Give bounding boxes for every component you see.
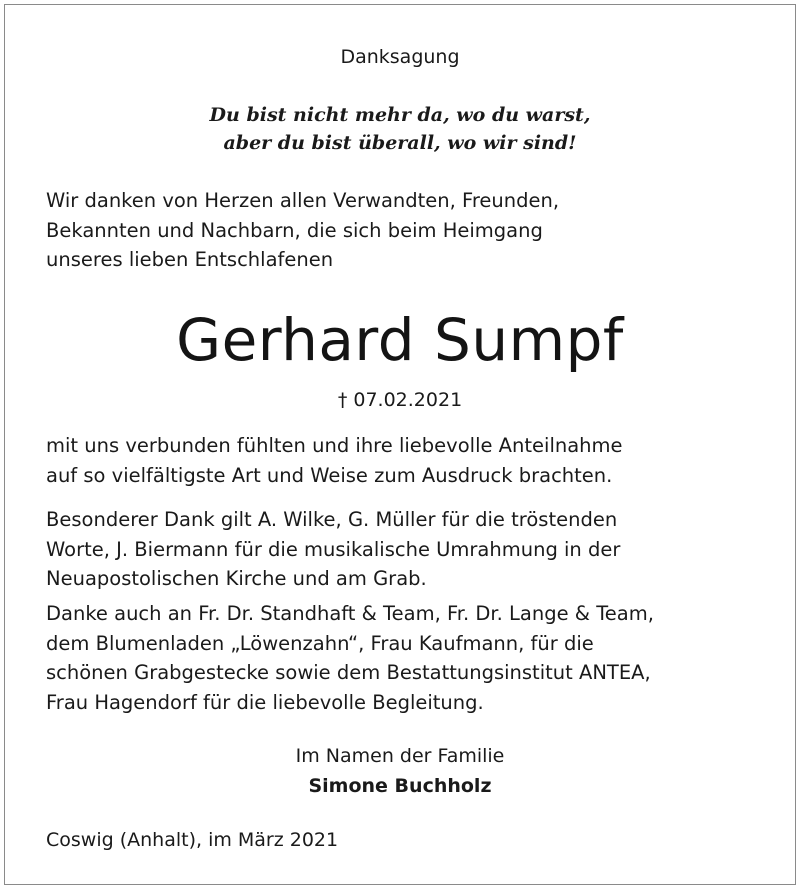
deceased-name: Gerhard Sumpf (176, 306, 624, 374)
heading: Danksagung (340, 46, 460, 68)
quote (0, 101, 800, 157)
text-line: Frau Hagendorf für die liebevolle Begleitung. (46, 690, 484, 714)
text-line: Neuapostolischen Kirche und am Grab. (46, 567, 427, 590)
text-line: schönen Grabgestecke sowie dem Bestattungsinstitut ANTEA, (46, 661, 651, 684)
text-line: auf so vielfältigste Art und Weise zum Ausdruck brachten. (46, 463, 613, 487)
text-line: Worte, J. Biermann für die musikalische Umrahmung in der (46, 537, 621, 561)
text-line: Danke auch an Fr. Dr. Standhaft & Team, Fr. Dr. Lange & Team, (46, 602, 654, 625)
thanks-paragraph-1 (46, 431, 776, 490)
quote-line: Du bist nicht mehr da, wo du warst, (209, 104, 591, 126)
quote-line: aber du bist überall, wo wir sind! (223, 132, 577, 154)
text-line: Wir danken von Herzen allen Verwandten, Freunden, (46, 189, 560, 212)
death-date: † 07.02.2021 (337, 389, 463, 411)
thanks-paragraph-2 (46, 505, 776, 594)
text-line: unseres lieben Entschlafenen (46, 248, 334, 271)
text-line: dem Blumenladen „Löwenzahn“, Frau Kaufmann, für die (46, 631, 594, 655)
signature-name: Simone Buchholz (308, 775, 492, 797)
text-line: Besonderer Dank gilt A. Wilke, G. Müller für die tröstenden (46, 508, 618, 531)
text-line: mit uns verbunden fühlten und ihre liebevolle Anteilnahme (46, 434, 623, 457)
intro-paragraph (46, 186, 776, 275)
thanks-paragraph-3 (46, 599, 776, 717)
text-line: Bekannten und Nachbarn, die sich beim Heimgang (46, 218, 543, 242)
signature-label: Im Namen der Familie (295, 745, 505, 767)
place-date: Coswig (Anhalt), im März 2021 (46, 829, 339, 851)
